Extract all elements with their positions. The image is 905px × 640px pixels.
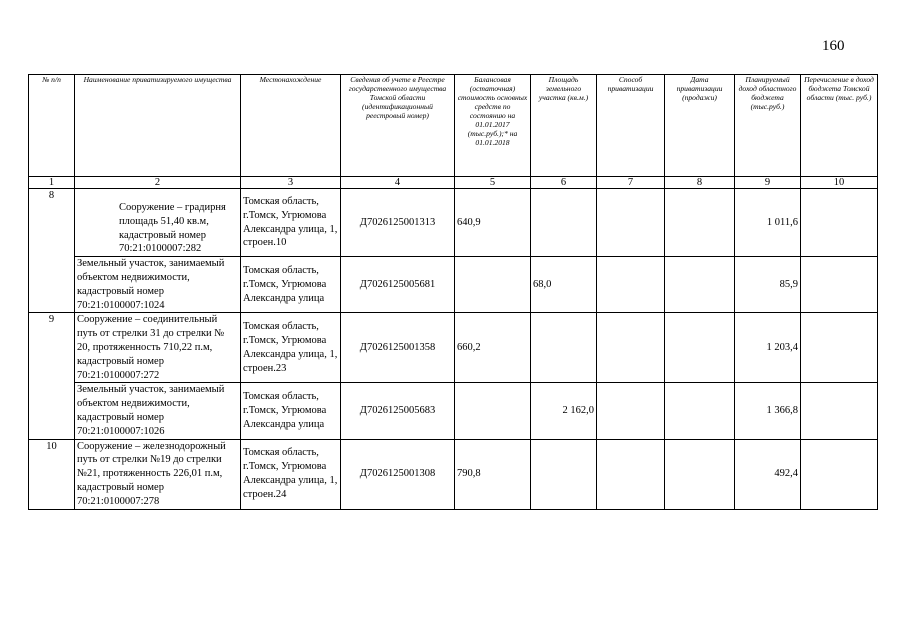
- land-area: 2 162,0: [531, 383, 597, 439]
- column-number: 8: [665, 177, 735, 189]
- balance-value: [455, 383, 531, 439]
- table-row: [29, 313, 878, 383]
- land-area: [531, 313, 597, 383]
- balance-value: [455, 257, 531, 313]
- balance-value: 790,8: [455, 439, 531, 509]
- column-number: 6: [531, 177, 597, 189]
- registry-number: Д7026125005683: [341, 383, 455, 439]
- column-number: 7: [597, 177, 665, 189]
- property-name: Сооружение – градирня площадь 51,40 кв.м, кадастровый номер 70:21:0100007:282: [75, 189, 241, 257]
- registry-number: Д7026125001358: [341, 313, 455, 383]
- table-row: [29, 439, 878, 509]
- privatization-method: [597, 257, 665, 313]
- table-row: [29, 383, 878, 439]
- property-location: Томская область, г.Томск, Угрюмова Александра улица, 1, строен.10: [241, 189, 341, 257]
- header-row: [29, 75, 878, 177]
- header-cell-date: Дата приватизации (продажи): [665, 75, 735, 177]
- row-number: 10: [29, 439, 75, 509]
- header-cell-transfer: Перечисление в доход бюджета Томской области (тыс. руб.): [801, 75, 878, 177]
- column-number: 2: [75, 177, 241, 189]
- header-cell-balance: Балансовая (остаточная) стоимость основных средств по состоянию на 01.01.2017 (тыс.руб.);* на 01.01.2018: [455, 75, 531, 177]
- registry-number: Д7026125001313: [341, 189, 455, 257]
- header-cell-location: Местонахождение: [241, 75, 341, 177]
- property-location: Томская область, г.Томск, Угрюмова Александра улица: [241, 257, 341, 313]
- property-location: Томская область, г.Томск, Угрюмова Александра улица: [241, 383, 341, 439]
- property-location: Томская область, г.Томск, Угрюмова Александра улица, 1, строен.24: [241, 439, 341, 509]
- table-row: [29, 189, 878, 257]
- land-area: 68,0: [531, 257, 597, 313]
- registry-number: Д7026125005681: [341, 257, 455, 313]
- column-number-row: [29, 177, 878, 189]
- budget-transfer: [801, 189, 878, 257]
- page-number: 160: [822, 38, 845, 54]
- privatization-method: [597, 383, 665, 439]
- balance-value: 660,2: [455, 313, 531, 383]
- land-area: [531, 439, 597, 509]
- header-cell-num: № п/п: [29, 75, 75, 177]
- planned-income: 1 366,8: [735, 383, 801, 439]
- planned-income: 492,4: [735, 439, 801, 509]
- column-number: 4: [341, 177, 455, 189]
- column-number: 10: [801, 177, 878, 189]
- land-area: [531, 189, 597, 257]
- row-number: 8: [29, 189, 75, 313]
- row-number: 9: [29, 313, 75, 439]
- property-name: Сооружение – соединительный путь от стрелки 31 до стрелки № 20, протяженность 710,22 п.м, кадастровый номер 70:21:0100007:272: [75, 313, 241, 383]
- privatization-method: [597, 189, 665, 257]
- property-name: Земельный участок, занимаемый объектом недвижимости, кадастровый номер 70:21:0100007:1024: [75, 257, 241, 313]
- privatization-date: [665, 189, 735, 257]
- registry-number: Д7026125001308: [341, 439, 455, 509]
- property-name: Земельный участок, занимаемый объектом недвижимости, кадастровый номер 70:21:0100007:1026: [75, 383, 241, 439]
- property-location: Томская область, г.Томск, Угрюмова Александра улица, 1, строен.23: [241, 313, 341, 383]
- column-number: 1: [29, 177, 75, 189]
- planned-income: 1 011,6: [735, 189, 801, 257]
- header-cell-method: Способ приватизации: [597, 75, 665, 177]
- budget-transfer: [801, 439, 878, 509]
- header-cell-registry: Сведения об учете в Реестре государственного имущества Томской области (идентификационный реестровый номер): [341, 75, 455, 177]
- privatization-method: [597, 313, 665, 383]
- column-number: 9: [735, 177, 801, 189]
- planned-income: 1 203,4: [735, 313, 801, 383]
- privatization-date: [665, 257, 735, 313]
- budget-transfer: [801, 383, 878, 439]
- privatization-method: [597, 439, 665, 509]
- budget-transfer: [801, 313, 878, 383]
- privatization-date: [665, 313, 735, 383]
- header-cell-income: Планируемый доход областного бюджета (тыс.руб.): [735, 75, 801, 177]
- privatization-table: [28, 74, 878, 510]
- planned-income: 85,9: [735, 257, 801, 313]
- balance-value: 640,9: [455, 189, 531, 257]
- header-cell-name: Наименование приватизируемого имущества: [75, 75, 241, 177]
- header-cell-area: Площадь земельного участка (кв.м.): [531, 75, 597, 177]
- privatization-date: [665, 439, 735, 509]
- column-number: 3: [241, 177, 341, 189]
- budget-transfer: [801, 257, 878, 313]
- table-row: [29, 257, 878, 313]
- column-number: 5: [455, 177, 531, 189]
- privatization-date: [665, 383, 735, 439]
- property-name: Сооружение – железнодорожный путь от стрелки №19 до стрелки №21, протяженность 226,01 п.м, кадастровый номер 70:21:0100007:278: [75, 439, 241, 509]
